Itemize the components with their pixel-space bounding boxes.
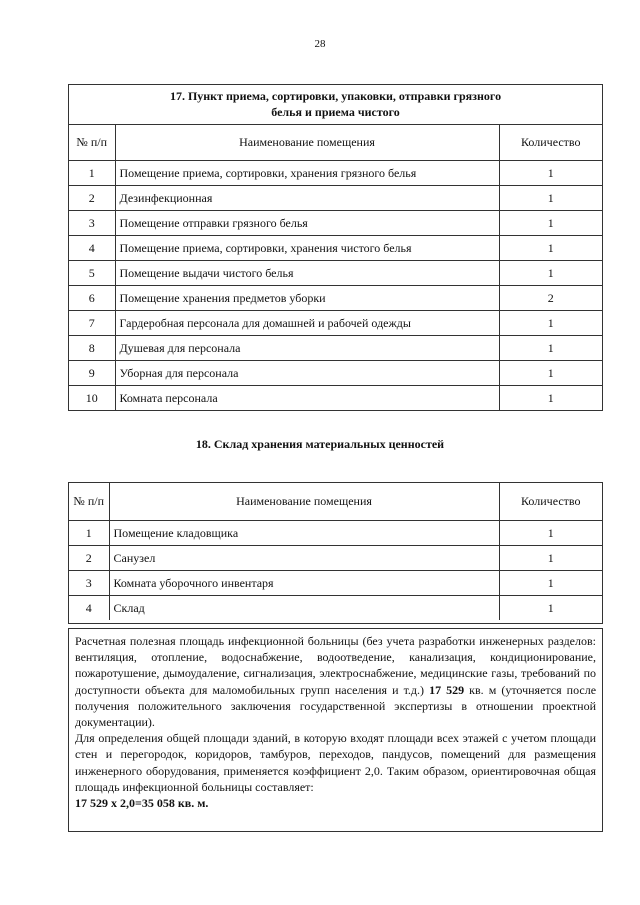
row-qty: 1: [499, 361, 602, 386]
row-qty: 1: [499, 211, 602, 236]
summary-paragraph-1: Расчетная полезная площадь инфекционной больницы (без учета разработки инженерных разделов: вентиляция, отопление, водоснабжение, водоотведение, канализация, кондиционирование, пожаротушение, дымоудаление, сигнализация, электроснабжение, медицинские газы, требований по доступности объекта для маломобильных групп населения и т.д.) 17 529 кв. м (уточняется после получения положительного заключения государственной экспертизы в отношении проектной документации).: [75, 634, 597, 730]
table-row: [69, 546, 602, 571]
row-num: 7: [69, 311, 115, 336]
row-qty: 1: [499, 596, 602, 621]
section-18-box: [68, 482, 603, 624]
section-18-title: 18. Склад хранения материальных ценностей: [195, 437, 445, 451]
summary-paragraph-2: Для определения общей площади зданий, в которую входят площади всех этажей с учетом площади стен и перегородок, коридоров, тамбуров, переходов, пандусов, помещений для размещения инженерного оборудования, применяется коэффициент 2,0. Таким образом, ориентировочная общая площадь инфекционной больницы составляет:: [75, 731, 596, 794]
row-num: 1: [69, 521, 109, 546]
table-row: [69, 336, 602, 361]
header-name: Наименование помещения: [115, 125, 499, 161]
summary-result: 17 529 х 2,0=35 058 кв. м.: [75, 796, 209, 811]
header-qty: Количество: [499, 125, 602, 161]
header-num: № п/п: [69, 483, 109, 521]
header-qty: Количество: [499, 483, 602, 521]
table-row: [69, 211, 602, 236]
row-qty: 1: [499, 161, 602, 186]
table-row: [69, 571, 602, 596]
row-qty: 2: [499, 286, 602, 311]
row-qty: 1: [499, 336, 602, 361]
row-num: 4: [69, 596, 109, 621]
row-name: Помещение кладовщика: [109, 521, 499, 546]
row-num: 5: [69, 261, 115, 286]
row-num: 1: [69, 161, 115, 186]
row-name: Помещение выдачи чистого белья: [115, 261, 499, 286]
table-header-row: [69, 125, 602, 161]
section-17-box: [68, 84, 603, 411]
row-num: 2: [69, 546, 109, 571]
table-row: [69, 286, 602, 311]
row-qty: 1: [499, 311, 602, 336]
row-num: 3: [69, 571, 109, 596]
row-qty: 1: [499, 186, 602, 211]
row-name: Гардеробная персонала для домашней и рабочей одежды: [115, 311, 499, 336]
row-num: 6: [69, 286, 115, 311]
row-name: Склад: [109, 596, 499, 621]
row-num: 2: [69, 186, 115, 211]
row-num: 9: [69, 361, 115, 386]
table-row: [69, 186, 602, 211]
row-name: Уборная для персонала: [115, 361, 499, 386]
table-row: [69, 161, 602, 186]
row-name: Санузел: [109, 546, 499, 571]
row-num: 3: [69, 211, 115, 236]
row-qty: 1: [499, 571, 602, 596]
row-qty: 1: [499, 546, 602, 571]
row-name: Комната персонала: [115, 386, 499, 411]
row-num: 8: [69, 336, 115, 361]
section-18-table: [69, 483, 602, 620]
section-17-title: 17. Пункт приема, сортировки, упаковки, отправки грязного белья и приема чистого: [69, 85, 602, 125]
row-name: Комната уборочного инвентаря: [109, 571, 499, 596]
table-row: [69, 236, 602, 261]
row-qty: 1: [499, 236, 602, 261]
row-qty: 1: [499, 261, 602, 286]
row-qty: 1: [499, 386, 602, 411]
row-name: Помещение приема, сортировки, хранения чистого белья: [115, 236, 499, 261]
table-row: [69, 521, 602, 546]
table-row: [69, 361, 602, 386]
row-name: Помещение отправки грязного белья: [115, 211, 499, 236]
row-num: 4: [69, 236, 115, 261]
page-number: 28: [314, 38, 326, 50]
table-header-row: [69, 483, 602, 521]
row-name: Помещение приема, сортировки, хранения грязного белья: [115, 161, 499, 186]
table-row: [69, 261, 602, 286]
row-qty: 1: [499, 521, 602, 546]
row-name: Помещение хранения предметов уборки: [115, 286, 499, 311]
table-row: [69, 311, 602, 336]
summary-box: [68, 628, 603, 832]
row-num: 10: [69, 386, 115, 411]
row-name: Дезинфекционная: [115, 186, 499, 211]
header-name: Наименование помещения: [109, 483, 499, 521]
table-row: [69, 596, 602, 621]
row-name: Душевая для персонала: [115, 336, 499, 361]
header-num: № п/п: [69, 125, 115, 161]
section-17-table: [69, 125, 602, 410]
table-row: [69, 386, 602, 411]
